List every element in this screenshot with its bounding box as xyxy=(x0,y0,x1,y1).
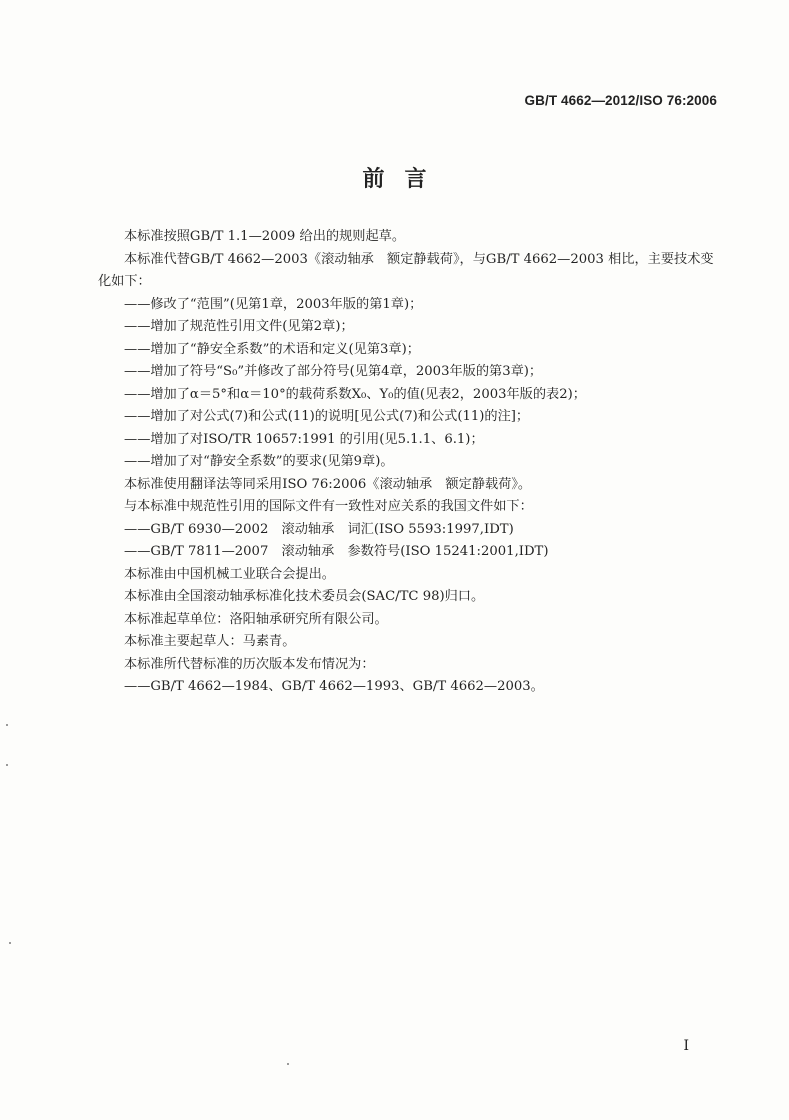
list-item: ——增加了“静安全系数”的术语和定义(见第3章)； xyxy=(124,341,420,357)
paragraph: 本标准由全国滚动轴承标准化技术委员会(SAC/TC 98)归口。 xyxy=(124,589,485,604)
page-header-standard-code: GB/T 4662—2012/ISO 76:2006 xyxy=(524,93,717,108)
preface-body xyxy=(98,226,738,699)
scan-speck xyxy=(6,724,8,726)
paragraph: 本标准起草单位：洛阳轴承研究所有限公司。 xyxy=(124,611,388,627)
list-item: ——增加了对“静安全系数”的要求(见第9章)。 xyxy=(124,454,394,469)
paragraph: 本标准代替GB/T 4662—2003《滚动轴承 额定静载荷》，与GB/T 4662—2003 相比，主要技术变 xyxy=(124,251,714,267)
list-item: ——修改了“范围”(见第1章，2003年版的第1章)； xyxy=(124,296,423,312)
list-item: ——增加了α＝5°和α＝10°的载荷系数X₀、Y₀的值(见表2，2003年版的表2)； xyxy=(124,386,586,402)
paragraph: 本标准使用翻译法等同采用ISO 76:2006《滚动轴承 额定静载荷》。 xyxy=(124,476,532,492)
paragraph: 与本标准中规范性引用的国际文件有一致性对应关系的我国文件如下： xyxy=(124,499,533,514)
list-item: ——增加了符号“S₀”并修改了部分符号(见第4章，2003年版的第3章)； xyxy=(124,364,543,379)
paragraph: 本标准按照GB/T 1.1—2009 给出的规则起草。 xyxy=(124,229,406,244)
paragraph: 本标准由中国机械工业联合会提出。 xyxy=(124,566,335,582)
list-item: ——增加了对ISO/TR 10657:1991 的引用(见5.1.1、6.1)； xyxy=(124,431,484,447)
page-number: I xyxy=(683,1038,689,1054)
list-item: ——GB/T 7811—2007 滚动轴承 参数符号(ISO 15241:2001,IDT) xyxy=(124,544,549,559)
list-item: ——增加了规范性引用文件(见第2章)； xyxy=(124,319,354,334)
list-item: ——GB/T 6930—2002 滚动轴承 词汇(ISO 5593:1997,IDT) xyxy=(124,521,514,537)
scan-speck xyxy=(9,942,11,944)
scan-speck xyxy=(287,1063,289,1065)
paragraph: 化如下： xyxy=(98,274,151,289)
list-item: ——GB/T 4662—1984、GB/T 4662—1993、GB/T 4662—2003。 xyxy=(124,679,544,694)
paragraph: 本标准主要起草人：马素青。 xyxy=(124,634,296,649)
paragraph: 本标准所代替标准的历次版本发布情况为： xyxy=(124,656,375,672)
list-item: ——增加了对公式(7)和公式(11)的说明[见公式(7)和公式(11)的注]； xyxy=(124,409,530,424)
scan-speck xyxy=(6,764,8,766)
page-title: 前言 xyxy=(362,166,447,192)
